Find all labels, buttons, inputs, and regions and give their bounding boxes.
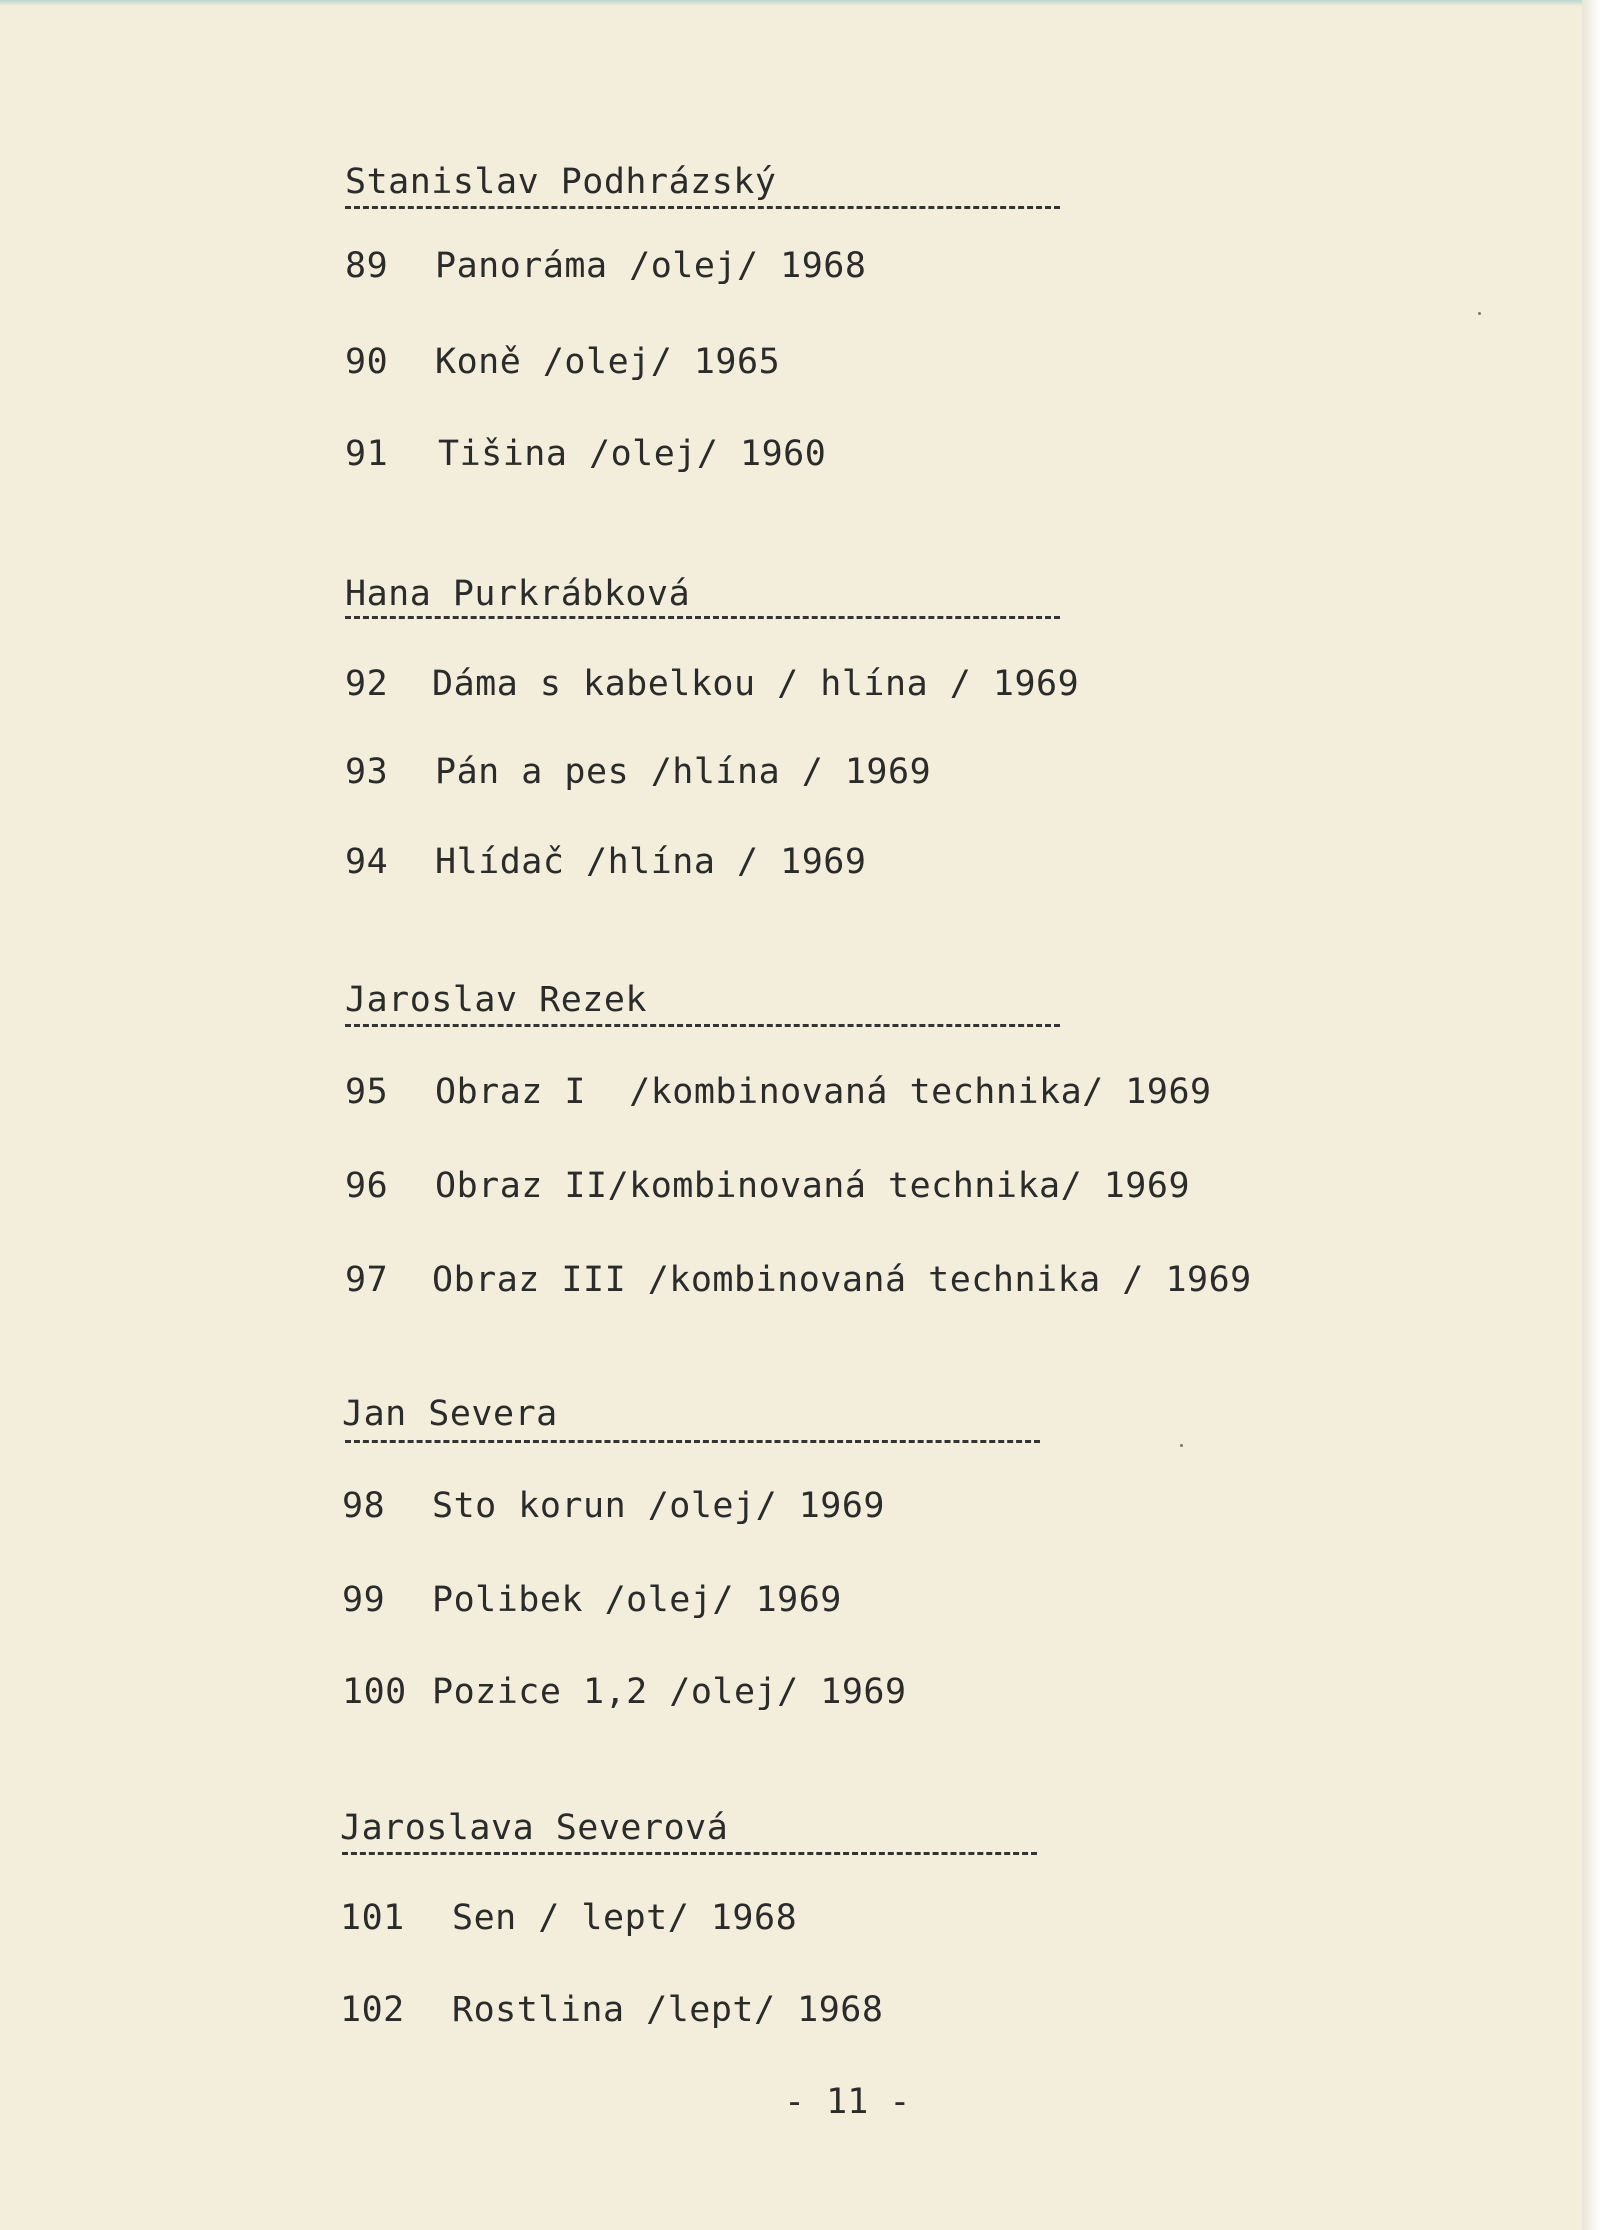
work-number: 91 — [345, 434, 389, 474]
work-number: 101 — [340, 1898, 405, 1938]
work-title: Obraz III /kombinovaná technika / 1969 — [432, 1260, 1252, 1300]
work-title: Pozice 1,2 /olej/ 1969 — [432, 1672, 907, 1712]
dashed-separator — [342, 1852, 1037, 1855]
work-number: 99 — [342, 1580, 386, 1620]
work-number: 90 — [345, 342, 389, 382]
dashed-separator — [345, 1440, 1040, 1443]
work-title: Koně /olej/ 1965 — [435, 342, 781, 382]
work-number: 89 — [345, 246, 389, 286]
page-number: - 11 - — [784, 2082, 911, 2122]
dashed-separator — [345, 1024, 1060, 1027]
paper-speck — [1180, 1444, 1183, 1447]
work-number: 94 — [345, 842, 389, 882]
work-title: Dáma s kabelkou / hlína / 1969 — [432, 664, 1080, 704]
work-number: 100 — [342, 1672, 407, 1712]
work-title: Sto korun /olej/ 1969 — [432, 1486, 886, 1526]
work-title: Rostlina /lept/ 1968 — [452, 1990, 884, 2030]
work-title: Pán a pes /hlína / 1969 — [435, 752, 932, 792]
artist-name: Hana Purkrábková — [345, 574, 691, 614]
work-number: 93 — [345, 752, 389, 792]
work-number: 102 — [340, 1990, 405, 2030]
work-title: Obraz I /kombinovaná technika/ 1969 — [435, 1072, 1212, 1112]
dashed-separator — [345, 206, 1060, 209]
work-title: Polibek /olej/ 1969 — [432, 1580, 842, 1620]
work-number: 98 — [342, 1486, 386, 1526]
artist-name: Jaroslava Severová — [340, 1808, 729, 1848]
work-title: Hlídač /hlína / 1969 — [435, 842, 867, 882]
work-title: Sen / lept/ 1968 — [452, 1898, 798, 1938]
work-number: 97 — [345, 1260, 389, 1300]
artist-name: Stanislav Podhrázský — [345, 162, 777, 202]
artist-name: Jaroslav Rezek — [345, 980, 648, 1020]
work-number: 92 — [345, 664, 389, 704]
work-number: 95 — [345, 1072, 389, 1112]
dashed-separator — [345, 616, 1060, 619]
work-title: Panoráma /olej/ 1968 — [435, 246, 867, 286]
artist-name: Jan Severa — [342, 1394, 558, 1434]
paper-speck — [1478, 312, 1481, 315]
work-number: 96 — [345, 1166, 389, 1206]
work-title: Obraz II/kombinovaná technika/ 1969 — [435, 1166, 1191, 1206]
work-title: Tišina /olej/ 1960 — [438, 434, 827, 474]
